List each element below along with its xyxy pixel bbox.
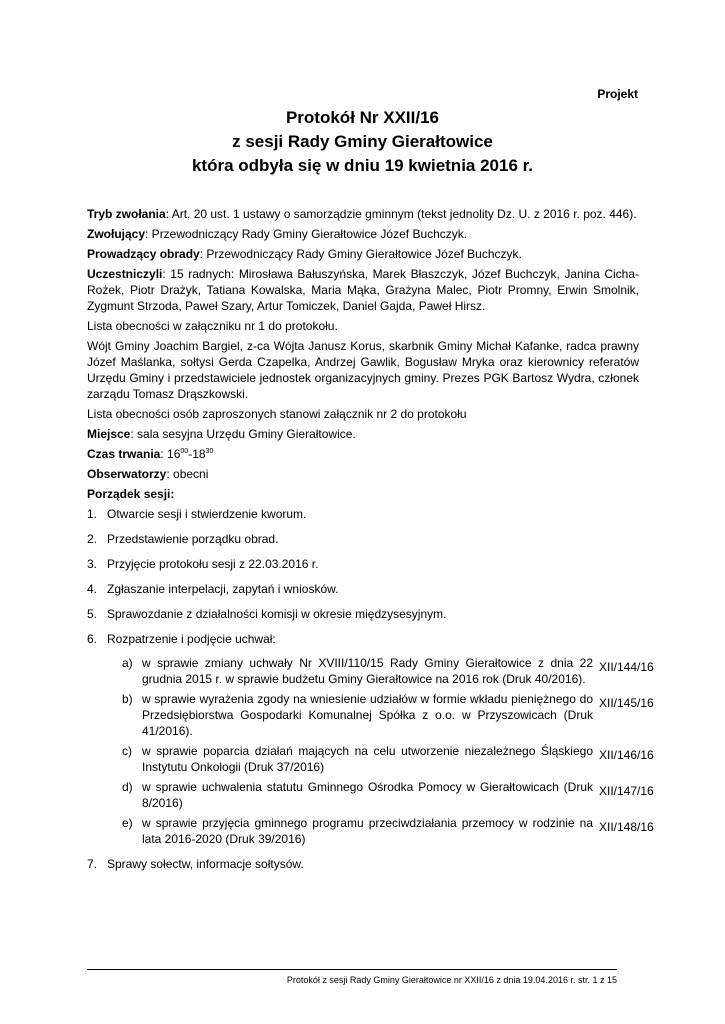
page-footer: Protokół z sesji Rady Gminy Gierałtowice nr XXII/16 z dnia 19.04.2016 r. str. 1 z 15	[286, 975, 617, 985]
agenda-item	[87, 606, 639, 622]
resolution-letter: e)	[122, 816, 133, 830]
miejsce-label: Miejsce	[87, 427, 131, 441]
uczestniczyli-value: : 15 radnych: Mirosława Bałuszyńska, Marek Błaszczyk, Józef Buchczyk, Janina Cicha-Rożek, Piotr Drażyk, Tatiana Kowalska, Maria Mąka, Grażyna Malec, Piotr Promny, Erwin Smolnik, Zygmunt Strzoda, Paweł Szary, Artur Tomiczek, Daniel Gajda, Paweł Hirsz.	[87, 267, 639, 313]
resolution-text: w sprawie wyrażenia zgody na wniesienie udziałów w formie wkładu pieniężnego do Przedsiębiorstwa Gospodarki Komunalnej Spółka z o.o. w Przyszowicach (Druk 41/2016).	[142, 692, 593, 738]
resolution-text: w sprawie przyjęcia gminnego programu przeciwdziałania przemocy w rodzinie na lata 2016-2020 (Druk 39/2016)	[142, 816, 593, 846]
uczestniczyli	[87, 266, 639, 314]
footer-divider	[87, 969, 617, 970]
miejsce	[87, 426, 639, 442]
attendance-list-note: Lista obecności w załączniku nr 1 do protokołu.	[87, 319, 338, 333]
agenda-item-number: 5.	[87, 607, 98, 621]
prowadzacy-value: : Przewodniczący Rady Gminy Gierałtowice Józef Buchczyk.	[199, 247, 522, 261]
tryb-zwolania-label: Tryb zwołania	[87, 207, 166, 221]
agenda-item-text: Rozpatrzenie i podjęcie uchwał:	[107, 632, 276, 646]
resolution-number: XII/145/16	[599, 696, 654, 710]
agenda-item-text: Sprawy sołectw, informacje sołtysów.	[107, 857, 304, 871]
czas-end-minutes: 30	[205, 448, 214, 455]
title-line-3: która odbyła się w dniu 19 kwietnia 2016 r.	[191, 156, 534, 175]
agenda-item	[87, 631, 654, 847]
resolution-item	[107, 691, 654, 739]
project-status-label: Projekt	[597, 87, 638, 101]
resolution-item	[107, 779, 654, 811]
czas-dash: -	[188, 447, 193, 461]
agenda-item	[87, 556, 639, 572]
resolution-number: XII/147/16	[599, 784, 654, 798]
resolution-number: XII/148/16	[599, 820, 654, 834]
guests-list-note: Lista obecności osób zaproszonych stanowi załącznik nr 2 do protokołu	[87, 407, 467, 421]
resolution-number: XII/144/16	[599, 660, 654, 674]
prowadzacy-obrady	[87, 246, 639, 262]
agenda-item-number: 1.	[87, 507, 98, 521]
obserwatorzy-value: : obecni	[166, 467, 209, 481]
resolution-text: w sprawie poparcia działań mających na celu utworzenie niezależnego Śląskiego Instytutu Onkologii (Druk 37/2016)	[142, 744, 593, 774]
agenda-item-text: Otwarcie sesji i stwierdzenie kworum.	[107, 507, 307, 521]
agenda-item-text: Przyjęcie protokołu sesji z 22.03.2016 r.	[107, 557, 319, 571]
agenda-item	[87, 856, 639, 872]
resolution-item	[107, 815, 654, 847]
protocol-body	[87, 206, 654, 881]
zwolujacy-value: : Przewodniczący Rady Gminy Gierałtowice Józef Buchczyk.	[145, 227, 468, 241]
agenda-list	[87, 506, 654, 872]
resolution-letter: b)	[122, 692, 133, 706]
agenda-item-number: 2.	[87, 532, 98, 546]
miejsce-value: : sala sesyjna Urzędu Gminy Gierałtowice.	[130, 427, 356, 441]
resolution-number: XII/146/16	[599, 748, 654, 762]
resolution-item	[107, 655, 654, 687]
guests-paragraph: Wójt Gminy Joachim Bargiel, z-ca Wójta Janusz Korus, skarbnik Gminy Michał Kafanke, radca prawny Józef Maślanka, sołtysi Gerda Czapelka, Andrzej Gawlik, Bogusław Mryka oraz kierownicy referatów Urzędu Gminy i przedstawiciele jednostek organizacyjnych gminy. Prezes PGK Bartosz Wydra, członek zarządu Tomasz Drąszkowski.	[87, 339, 639, 401]
tryb-zwolania	[87, 206, 639, 222]
agenda-item-number: 7.	[87, 857, 98, 871]
prowadzacy-label: Prowadzący obrady	[87, 247, 200, 261]
agenda-item-text: Sprawozdanie z działalności komisji w okresie międzysesyjnym.	[107, 607, 447, 621]
czas-start-minutes: 00	[180, 448, 189, 455]
tryb-zwolania-value: : Art. 20 ust. 1 ustawy o samorządzie gminnym (tekst jednolity Dz. U. z 2016 r. poz. 446).	[165, 207, 637, 221]
resolution-letter: d)	[122, 780, 133, 794]
resolution-text: w sprawie uchwalenia statutu Gminnego Ośrodka Pomocy w Gierałtowicach (Druk 8/2016)	[142, 780, 593, 810]
resolution-letter: c)	[122, 744, 132, 758]
resolution-item	[107, 743, 654, 775]
agenda-item-number: 3.	[87, 557, 98, 571]
czas-start-hour: 16	[167, 447, 181, 461]
zwolujacy	[87, 226, 639, 242]
uczestniczyli-label: Uczestniczyli	[87, 267, 163, 281]
agenda-item-number: 4.	[87, 582, 98, 596]
czas-label: Czas trwania	[87, 447, 161, 461]
title-line-1: Protokół Nr XXII/16	[285, 108, 440, 127]
czas-trwania	[87, 446, 639, 462]
resolutions-list	[107, 655, 654, 847]
agenda-item	[87, 531, 639, 547]
agenda-item	[87, 581, 639, 597]
czas-separator: :	[160, 447, 168, 461]
agenda-item-text: Przedstawienie porządku obrad.	[107, 532, 279, 546]
obserwatorzy-label: Obserwatorzy	[87, 467, 167, 481]
agenda-title: Porządek sesji:	[87, 487, 175, 501]
obserwatorzy	[87, 466, 639, 482]
resolution-letter: a)	[122, 656, 133, 670]
resolution-text: w sprawie zmiany uchwały Nr XVIII/110/15 Rady Gminy Gierałtowice z dnia 22 grudnia 2015 r. w sprawie budżetu Gminy Gierałtowice na 2016 rok (Druk 40/2016).	[142, 656, 593, 686]
title-line-2: z sesji Rady Gminy Gierałtowice	[232, 132, 493, 151]
czas-end-hour: 18	[192, 447, 206, 461]
zwolujacy-label: Zwołujący	[87, 227, 146, 241]
agenda-item-number: 6.	[87, 632, 98, 646]
document-title	[0, 106, 725, 178]
agenda-item	[87, 506, 639, 522]
agenda-item-text: Zgłaszanie interpelacji, zapytań i wniosków.	[107, 582, 339, 596]
